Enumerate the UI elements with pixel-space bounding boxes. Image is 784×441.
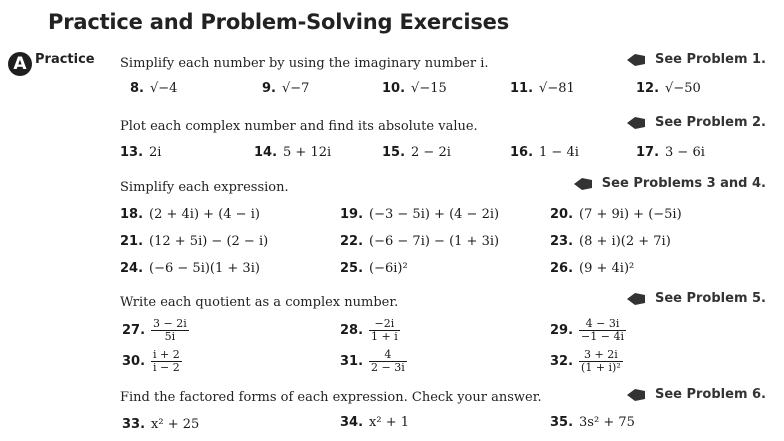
exercise-16 <box>510 144 579 160</box>
exercise-25 <box>340 260 408 276</box>
numerator: 4 <box>369 349 407 362</box>
exercise-expression: (−6 − 7i) − (1 + 3i) <box>369 234 500 249</box>
exercise-number: 27. <box>122 323 146 338</box>
denominator: 5i <box>164 330 176 343</box>
page-title: Practice and Problem-Solving Exercises <box>48 10 510 34</box>
pointer-hand-icon <box>627 117 645 129</box>
exercise-30 <box>122 349 182 374</box>
exercise-number: 25. <box>340 261 364 276</box>
exercise-expression: x² + 1 <box>369 415 410 430</box>
exercise-expression: 5 + 12i <box>283 145 332 160</box>
numerator: i + 2 <box>153 348 180 361</box>
exercise-28 <box>340 318 400 343</box>
exercise-31 <box>340 349 407 374</box>
exercise-expression: √−7 <box>281 81 310 96</box>
exercise-20 <box>550 206 682 222</box>
exercise-8 <box>130 80 177 96</box>
see-problem-label: See Problem 1. <box>654 52 766 67</box>
exercise-number: 28. <box>340 323 364 338</box>
instruction-section-5: Find the factored forms of each expression. Check your answer. <box>120 390 542 405</box>
exercise-number: 19. <box>340 207 364 222</box>
fraction <box>151 318 189 343</box>
exercise-expression: (−3 − 5i) + (4 − 2i) <box>369 207 500 222</box>
fraction <box>579 349 623 374</box>
numerator: 4 − 3i <box>579 318 626 331</box>
see-problem-label: See Problems 3 and 4. <box>601 176 766 191</box>
see-problem-6-link[interactable] <box>627 387 766 402</box>
exercise-number: 14. <box>254 145 278 160</box>
exercise-number: 11. <box>510 81 534 96</box>
practice-badge: A <box>8 52 32 76</box>
exercise-number: 29. <box>550 323 574 338</box>
pointer-hand-icon <box>627 389 645 401</box>
exercise-number: 23. <box>550 234 574 249</box>
instruction-section-3: Simplify each expression. <box>120 180 289 195</box>
exercise-number: 21. <box>120 234 144 249</box>
exercise-expression: √−81 <box>539 81 575 96</box>
exercise-expression: (12 + 5i) − (2 − i) <box>149 234 269 249</box>
exercise-number: 32. <box>550 354 574 369</box>
exercise-expression: 2i <box>149 145 162 160</box>
fraction <box>151 349 182 374</box>
exercise-number: 20. <box>550 207 574 222</box>
exercise-26 <box>550 260 634 276</box>
numerator: 3 − 2i <box>153 317 187 330</box>
pointer-hand-icon <box>627 293 645 305</box>
see-problem-2-link[interactable] <box>627 115 766 130</box>
denominator: 2 − 3i <box>371 361 405 374</box>
fraction <box>369 318 400 343</box>
denominator: i − 2 <box>153 361 180 374</box>
exercise-21 <box>120 233 268 249</box>
exercise-11 <box>510 80 575 96</box>
see-problem-label: See Problem 5. <box>654 291 766 306</box>
exercise-number: 9. <box>262 81 276 96</box>
exercise-number: 31. <box>340 354 364 369</box>
exercise-expression: √−4 <box>149 81 178 96</box>
exercise-23 <box>550 233 671 249</box>
exercise-expression: 2 − 2i <box>411 145 451 160</box>
see-problem-5-link[interactable] <box>627 291 766 306</box>
exercise-expression: (8 + i)(2 + 7i) <box>579 234 671 249</box>
fraction <box>369 349 407 374</box>
exercise-number: 16. <box>510 145 534 160</box>
exercise-number: 8. <box>130 81 144 96</box>
exercise-expression: 3s² + 75 <box>579 415 635 430</box>
exercise-expression: 3 − 6i <box>665 145 705 160</box>
exercise-number: 18. <box>120 207 144 222</box>
exercise-expression: √−15 <box>411 81 447 96</box>
numerator: 3 + 2i <box>579 349 623 362</box>
exercise-expression: x² + 25 <box>151 417 200 432</box>
exercise-expression: (−6i)² <box>369 261 408 276</box>
exercise-22 <box>340 233 499 249</box>
exercise-number: 15. <box>382 145 406 160</box>
numerator: −2i <box>369 318 400 331</box>
exercise-13 <box>120 144 161 160</box>
exercise-19 <box>340 206 499 222</box>
exercise-24 <box>120 260 260 276</box>
exercise-number: 34. <box>340 415 364 430</box>
exercise-14 <box>254 144 331 160</box>
exercise-29 <box>550 318 626 343</box>
exercise-number: 17. <box>636 145 660 160</box>
practice-label: Practice <box>35 52 95 67</box>
see-problem-1-link[interactable] <box>627 52 766 67</box>
exercise-number: 33. <box>122 417 146 432</box>
exercise-number: 24. <box>120 261 144 276</box>
exercise-number: 30. <box>122 354 146 369</box>
exercise-27 <box>122 318 189 343</box>
exercise-33 <box>122 416 199 432</box>
exercise-expression: √−50 <box>665 81 701 96</box>
exercise-number: 13. <box>120 145 144 160</box>
exercise-18 <box>120 206 260 222</box>
exercise-expression: (9 + 4i)² <box>579 261 635 276</box>
exercise-number: 10. <box>382 81 406 96</box>
exercise-35 <box>550 414 635 430</box>
instruction-section-2: Plot each complex number and find its absolute value. <box>120 119 478 134</box>
exercise-15 <box>382 144 451 160</box>
exercise-number: 22. <box>340 234 364 249</box>
exercise-17 <box>636 144 705 160</box>
exercise-expression: (2 + 4i) + (4 − i) <box>149 207 260 222</box>
instruction-section-4: Write each quotient as a complex number. <box>120 295 399 310</box>
exercise-expression: (7 + 9i) + (−5i) <box>579 207 682 222</box>
exercise-12 <box>636 80 701 96</box>
see-problem-label: See Problem 2. <box>654 115 766 130</box>
denominator: −1 − 4i <box>581 330 624 343</box>
pointer-hand-icon <box>627 54 645 66</box>
see-problem-label: See Problem 6. <box>654 387 766 402</box>
exercise-expression: 1 − 4i <box>539 145 579 160</box>
denominator: (1 + i)² <box>581 361 621 374</box>
exercise-number: 35. <box>550 415 574 430</box>
denominator: 1 + i <box>371 330 398 343</box>
fraction <box>579 318 626 343</box>
pointer-hand-icon <box>574 178 592 190</box>
exercise-9 <box>262 80 309 96</box>
exercise-32 <box>550 349 623 374</box>
exercise-number: 12. <box>636 81 660 96</box>
exercise-expression: (−6 − 5i)(1 + 3i) <box>149 261 260 276</box>
exercise-10 <box>382 80 447 96</box>
exercise-34 <box>340 414 409 430</box>
instruction-section-1: Simplify each number by using the imaginary number i. <box>120 56 489 71</box>
see-problems-3-4-link[interactable] <box>574 176 766 191</box>
exercise-number: 26. <box>550 261 574 276</box>
